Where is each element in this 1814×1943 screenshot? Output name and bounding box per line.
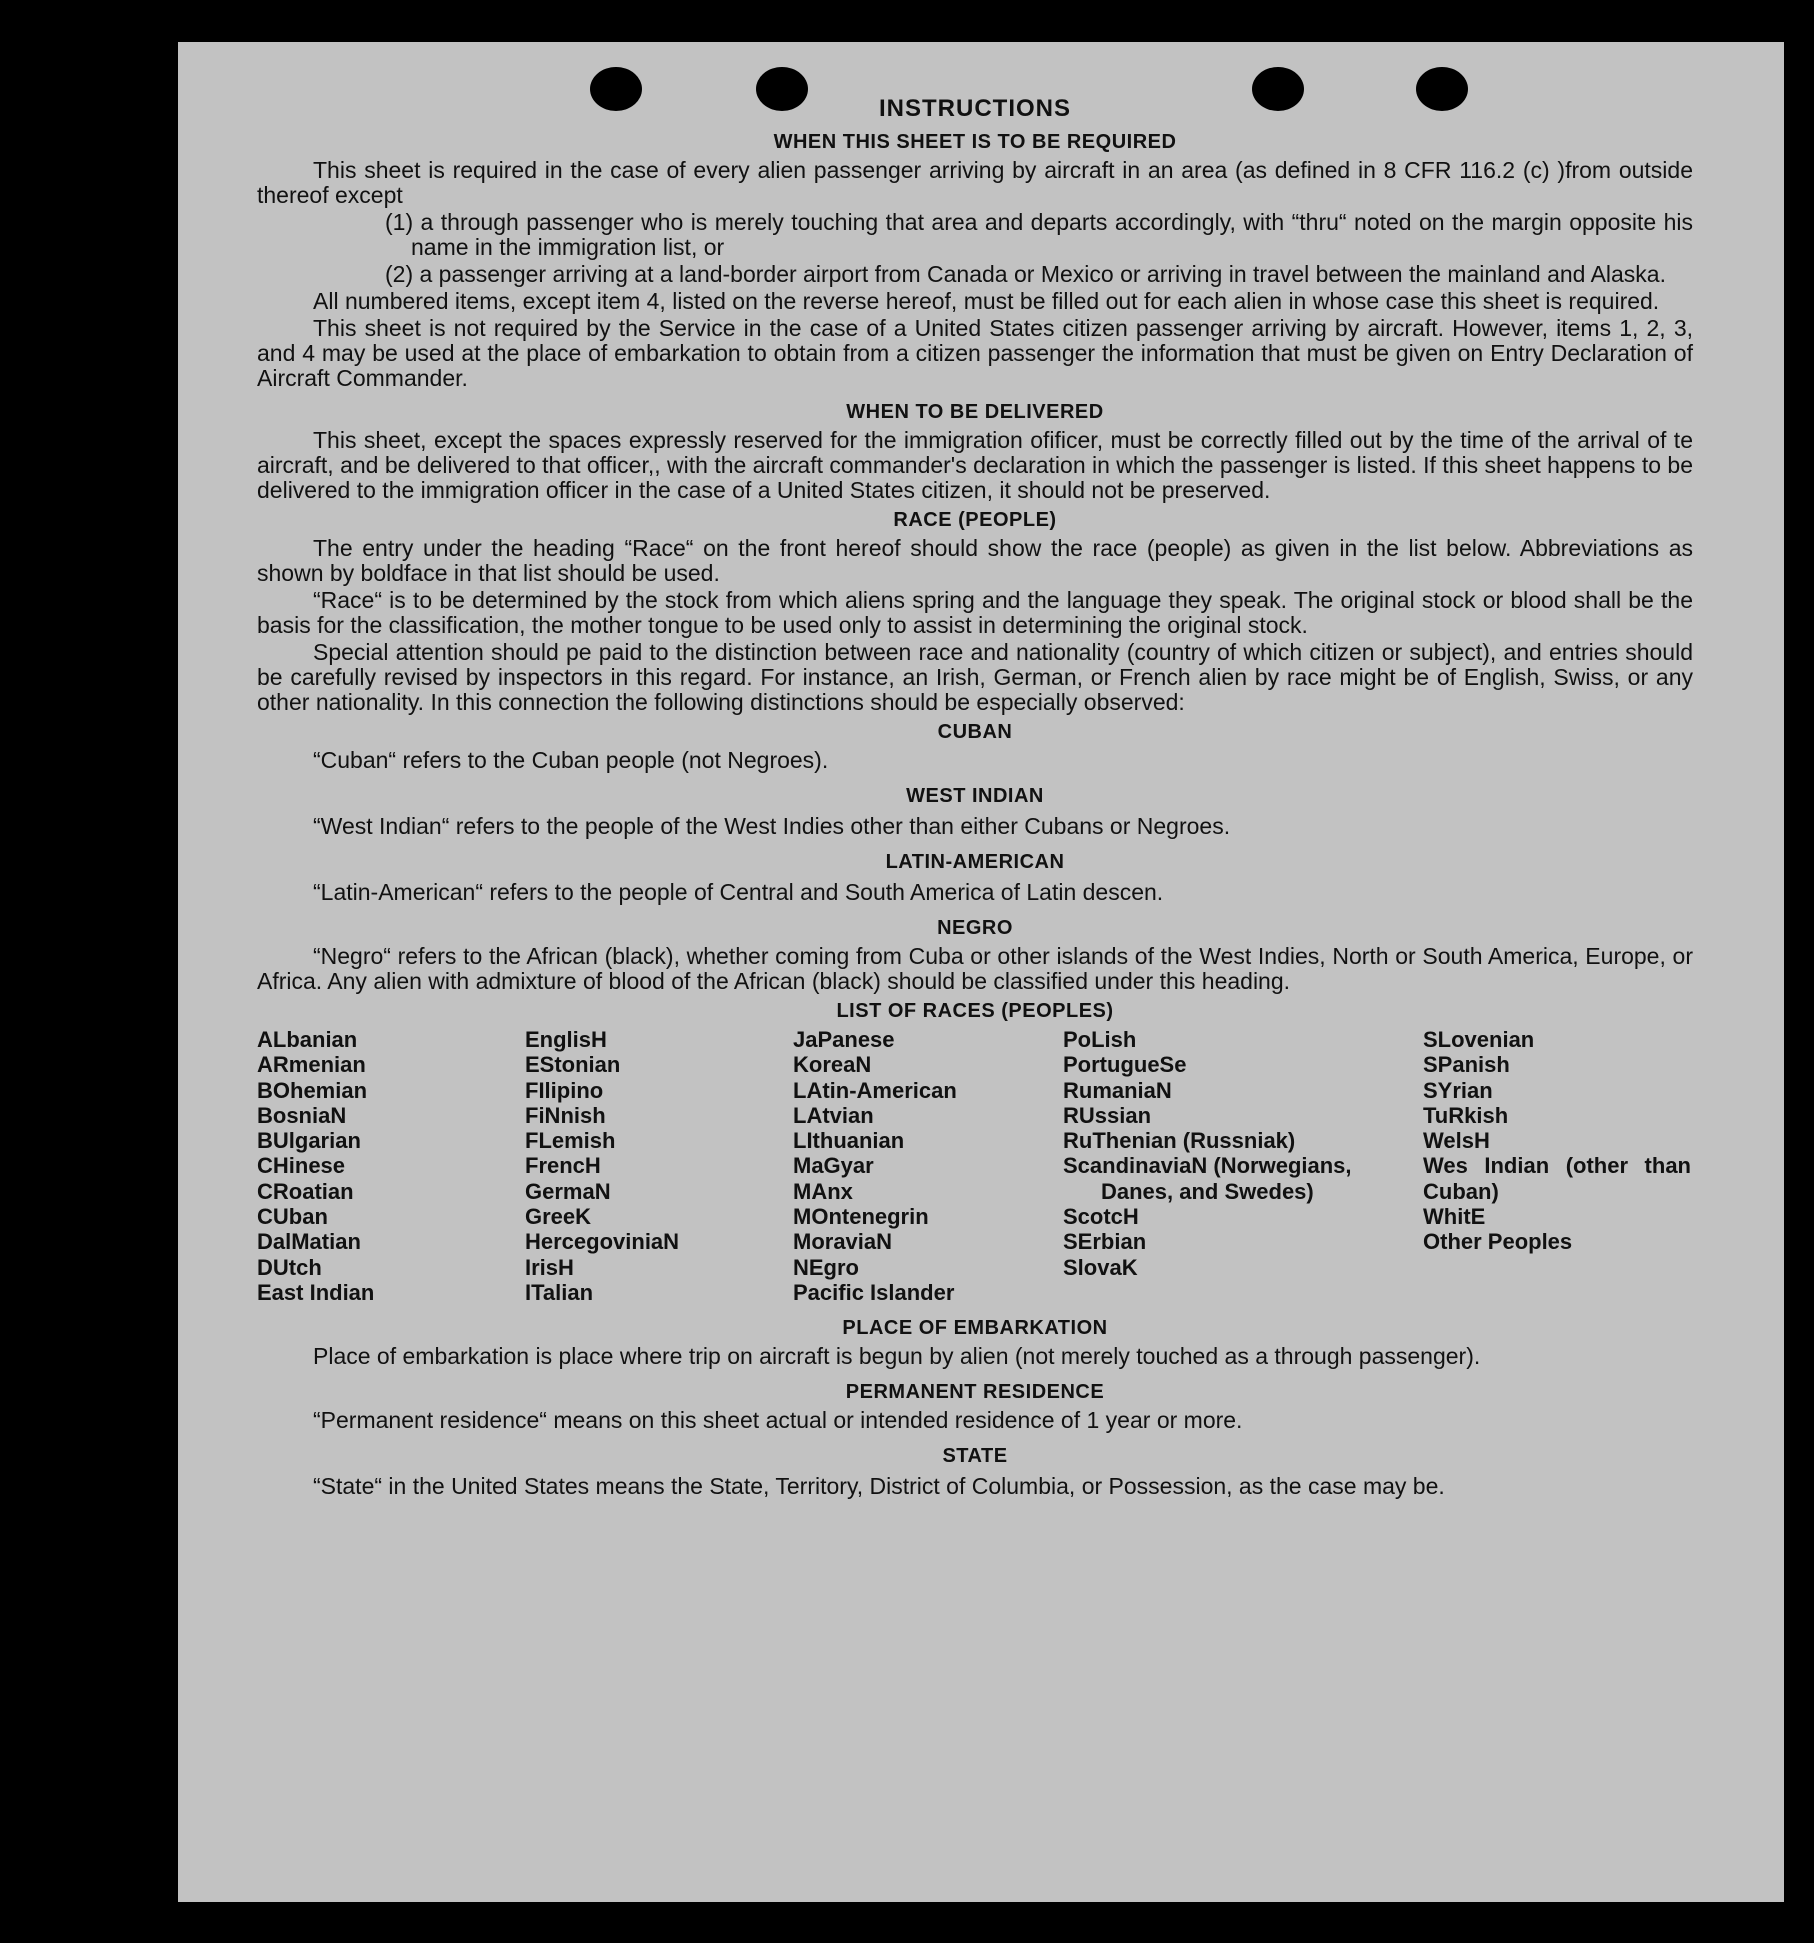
race-item: Wes Indian (other than Cuban) — [1423, 1153, 1691, 1204]
paragraph: “West Indian“ refers to the people of the West Indies other than either Cubans or Negroes. — [313, 813, 1231, 839]
race-item: LIthuanian — [793, 1128, 905, 1154]
race-item: MAnx — [793, 1178, 853, 1204]
paragraph: “Latin-American“ refers to the people of Central and South America of Latin descen. — [313, 879, 1164, 905]
heading-list-of-races: LIST OF RACES (PEOPLES) — [836, 1000, 1114, 1022]
heading-latin-american: LATIN-AMERICAN — [885, 851, 1065, 873]
race-item: BUlgarian — [257, 1128, 361, 1154]
race-item: LAtin-American — [793, 1077, 957, 1103]
race-item: ALbanian — [257, 1027, 358, 1052]
exception-item: (1) a through passenger who is merely touching that area and departs accordingly, with “thru“ noted on the margin opposite his name in the immigration list, or — [385, 209, 1693, 260]
race-item: ARmenian — [257, 1052, 366, 1078]
paragraph: All numbered items, except item 4, listed on the reverse hereof, must be filled out for each alien in whose case this sheet is required. — [313, 288, 1660, 314]
race-item: GreeK — [525, 1204, 592, 1230]
page-title: INSTRUCTIONS — [879, 95, 1071, 122]
race-item: ITalian — [525, 1279, 594, 1305]
races-list — [257, 1027, 1693, 1305]
races-column — [257, 1027, 525, 1305]
race-item: MOntenegrin — [793, 1204, 929, 1230]
race-item: RuThenian (Russniak) — [1063, 1128, 1296, 1154]
race-item: RumaniaN — [1063, 1077, 1172, 1103]
race-item: GermaN — [525, 1178, 611, 1204]
race-item: ScotcH — [1063, 1204, 1139, 1230]
race-item: IrisH — [525, 1254, 574, 1280]
race-item: TuRkish — [1423, 1102, 1509, 1128]
race-item: MoraviaN — [793, 1229, 893, 1255]
race-item: LAtvian — [793, 1102, 874, 1128]
race-item: KoreaN — [793, 1052, 872, 1078]
heading-race: RACE (PEOPLE) — [893, 509, 1057, 531]
paragraph: This sheet is not required by the Service in the case of a United States citizen passenger arriving by aircraft. However, items 1, 2, 3, and 4 may be used at the place of embarkation to obtain from a citizen passenger the information that must be given on Entry Declaration of Aircraft Commander. — [257, 315, 1693, 391]
race-item: MaGyar — [793, 1153, 874, 1179]
race-item: JaPanese — [793, 1027, 895, 1052]
race-item: HercegoviniaN — [525, 1229, 680, 1255]
races-column — [525, 1027, 793, 1305]
race-item: EnglisH — [525, 1027, 607, 1052]
heading-when-delivered: WHEN TO BE DELIVERED — [846, 401, 1104, 423]
heading-negro: NEGRO — [937, 917, 1013, 939]
race-item: Other Peoples — [1423, 1229, 1573, 1255]
paragraph: Place of embarkation is place where trip on aircraft is begun by alien (not merely touched as a through passenger). — [313, 1343, 1481, 1370]
heading-state: STATE — [942, 1445, 1008, 1468]
document-sheet — [178, 42, 1784, 1902]
paragraph: “State“ in the United States means the State, Territory, District of Columbia, or Possession, as the case may be. — [313, 1473, 1445, 1500]
race-item: WhitE — [1423, 1204, 1486, 1230]
paragraph: “Cuban“ refers to the Cuban people (not Negroes). — [313, 747, 829, 773]
races-column — [793, 1027, 1063, 1305]
race-item: CHinese — [257, 1153, 346, 1179]
race-item: FrencH — [525, 1153, 601, 1179]
race-item: CUban — [257, 1204, 328, 1230]
heading-when-required: WHEN THIS SHEET IS TO BE REQUIRED — [773, 131, 1177, 153]
race-item: BOhemian — [257, 1077, 368, 1103]
race-item: FIlipino — [525, 1077, 604, 1103]
race-item: SErbian — [1063, 1229, 1147, 1255]
race-item: SYrian — [1423, 1077, 1493, 1103]
paragraph: This sheet is required in the case of every alien passenger arriving by aircraft in an area (as defined in 8 CFR 116.2 (c) )from outside thereof except — [257, 157, 1693, 208]
race-item: FiNnish — [525, 1102, 606, 1128]
heading-embarkation: PLACE OF EMBARKATION — [842, 1317, 1108, 1340]
race-item: WelsH — [1423, 1128, 1490, 1154]
race-item: PoLish — [1063, 1027, 1137, 1052]
race-item: FLemish — [525, 1128, 616, 1154]
race-item: SLovenian — [1423, 1027, 1535, 1052]
race-item: ScandinaviaN (Norwegians, Danes, and Swedes) — [1063, 1153, 1352, 1204]
race-item: SlovaK — [1063, 1254, 1138, 1280]
race-item: East Indian — [257, 1279, 375, 1305]
race-item: BosniaN — [257, 1102, 347, 1128]
race-item: CRoatian — [257, 1178, 354, 1204]
race-item: NEgro — [793, 1254, 859, 1280]
heading-west-indian: WEST INDIAN — [906, 785, 1044, 807]
paragraph: Special attention should pe paid to the distinction between race and nationality (country of which citizen or subject), and entries should be carefully revised by inspectors in this regard. For instance, an Irish, German, or French alien by race might be of English, Swiss, or any other nationality. In this connection the following distinctions should be especially observed: — [257, 639, 1693, 715]
instructions-content — [257, 95, 1693, 1499]
paragraph: “Negro“ refers to the African (black), whether coming from Cuba or other islands of the West Indies, North or South America, Europe, or Africa. Any alien with admixture of blood of the African (black) should be classified under this heading. — [257, 943, 1693, 994]
races-column — [1423, 1027, 1693, 1305]
race-item: DalMatian — [257, 1229, 361, 1255]
paragraph: “Permanent residence“ means on this sheet actual or intended residence of 1 year or more. — [313, 1407, 1243, 1434]
race-item: Pacific Islander — [793, 1279, 955, 1305]
race-item: SPanish — [1423, 1052, 1510, 1078]
paragraph: The entry under the heading “Race“ on the front hereof should show the race (people) as given in the list below. Abbreviations as shown by boldface in that list should be used. — [257, 535, 1693, 586]
heading-cuban: CUBAN — [937, 721, 1013, 743]
race-item: DUtch — [257, 1254, 322, 1280]
races-column — [1063, 1027, 1423, 1305]
paragraph: This sheet, except the spaces expressly reserved for the immigration ofificer, must be correctly filled out by the time of the arrival of te aircraft, and be delivered to that officer,, with the aircraft commander's declaration in which the passenger is listed. If this sheet happens to be delivered to the immigration officer in the case of a United States citizen, it should not be preserved. — [257, 427, 1693, 503]
heading-permanent-residence: PERMANENT RESIDENCE — [845, 1381, 1105, 1404]
exception-item: (2) a passenger arriving at a land-border airport from Canada or Mexico or arriving in travel between the mainland and Alaska. — [385, 261, 1666, 287]
paragraph: “Race“ is to be determined by the stock from which aliens spring and the language they speak. The original stock or blood shall be the basis for the classification, the mother tongue to be used only to assist in determining the original stock. — [257, 587, 1693, 638]
race-item: PortugueSe — [1063, 1052, 1187, 1078]
race-item: RUssian — [1063, 1102, 1152, 1128]
race-item: EStonian — [525, 1052, 621, 1078]
